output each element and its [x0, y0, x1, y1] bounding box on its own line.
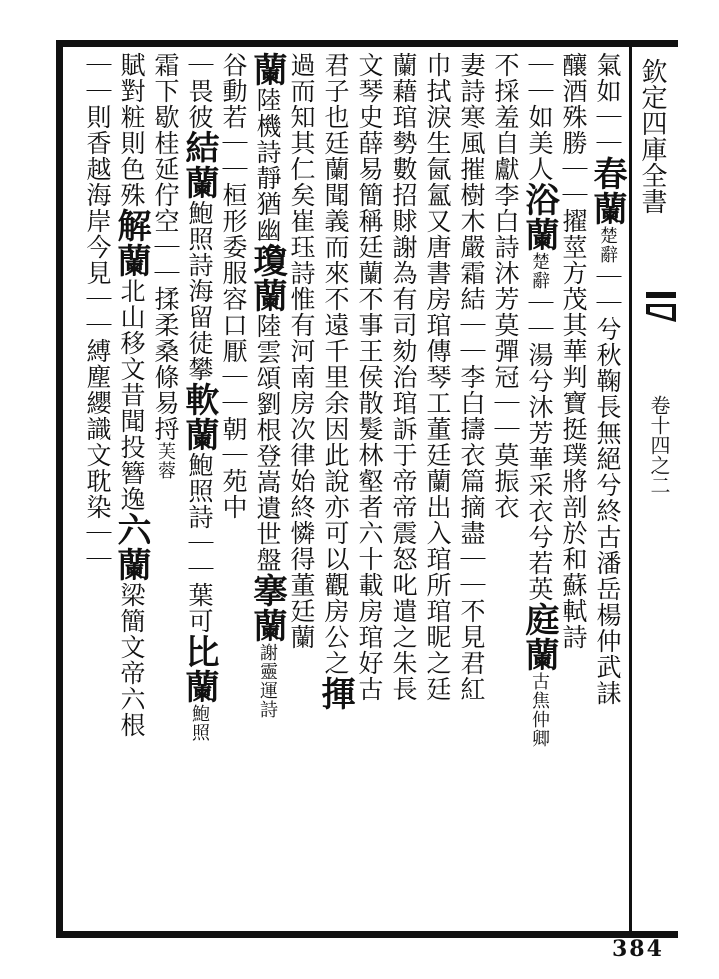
heading-term: 浴蘭	[519, 182, 559, 252]
fishtail-mark	[646, 292, 676, 332]
source-note: 楚辭	[597, 226, 618, 264]
heading-term: 蘭	[247, 52, 287, 87]
body-text: 賦對粧則色殊	[117, 52, 146, 208]
body-text: 過而知其仁矣崔珏詩惟有河南房次律始終憐得董廷蘭	[287, 52, 316, 650]
text-column	[284, 52, 318, 932]
body-text: 海岸今見｜｜縛塵纓	[83, 182, 112, 416]
source-note: 楚辭	[529, 252, 550, 290]
margin-title: 欽定四庫全書	[637, 58, 667, 214]
heading-term: 揮	[315, 676, 355, 711]
body-text: 氣如｜｜	[593, 52, 622, 156]
heading-term: 六蘭	[111, 512, 151, 582]
body-text: ｜｜如美人	[525, 52, 554, 182]
body-text: 桓形委服容口厭｜｜	[219, 182, 248, 416]
margin-juan: 卷十四之二	[647, 395, 671, 495]
text-column	[148, 52, 182, 932]
body-text: 陸機詩靜猶幽	[253, 87, 282, 243]
source-note: 古焦仲卿	[529, 672, 550, 748]
body-text: 妻詩寒風摧樹木嚴霜結｜｜李白擣衣篇摘盡｜｜不見君紅	[457, 52, 486, 702]
text-column	[247, 52, 287, 932]
body-text: 巾拭淚生氤氳又唐書房琯傳琴工董廷蘭出入琯所琯昵之廷	[423, 52, 452, 702]
text-column	[556, 52, 590, 932]
body-text: ｜｜擢莖方茂其華判寶挺璞將剖於和蘇軾詩	[559, 156, 588, 650]
heading-term: 結蘭	[179, 130, 219, 200]
text-column	[315, 52, 355, 932]
heading-term: 比蘭	[179, 634, 219, 704]
body-text: ｜｜兮秋鞠長無絕兮終古潘岳楊仲武誄	[593, 264, 622, 706]
text-column	[216, 52, 250, 932]
heading-term: 瓊蘭	[247, 243, 287, 313]
source-note: 芙蓉	[155, 442, 176, 480]
body-text: 文琴史薛易簡稱廷蘭不事王侯散髮林壑者六十載房琯好古	[355, 52, 384, 702]
heading-term: 春蘭	[587, 156, 627, 226]
text-column	[80, 52, 114, 932]
text-column	[488, 52, 522, 932]
body-text: 鮑照詩海留徒攀	[185, 200, 214, 382]
body-text: 陸雲頌劉根登嵩遺世盤	[253, 313, 282, 573]
body-text: 谷動若｜｜	[219, 52, 248, 182]
body-text: 梁簡文帝六根	[117, 582, 146, 738]
heading-term: 軟蘭	[179, 382, 219, 452]
body-text: 君子也廷蘭聞義而來不遠千里余因此說亦可以觀房公之	[321, 52, 350, 676]
text-column	[587, 52, 627, 932]
body-text: 鮑照詩｜｜葉可	[185, 452, 214, 634]
body-text: 朝｜苑中	[219, 416, 248, 520]
text-column	[519, 52, 559, 932]
body-text: 北山移文昔聞投簪逸	[117, 278, 146, 512]
text-column	[352, 52, 386, 932]
source-note: 謝靈運詩	[257, 643, 278, 719]
body-text: 霜下歇	[151, 52, 180, 130]
heading-term: 搴蘭	[247, 573, 287, 643]
body-text: ｜｜湯兮沐芳華采衣兮若英	[525, 290, 554, 602]
body-text: 釀酒殊勝	[559, 52, 588, 156]
body-text: ｜｜則香越	[83, 52, 112, 182]
text-column	[111, 52, 151, 932]
body-text: 揉柔桑條易捋	[151, 286, 180, 442]
body-text: 桂延佇空｜｜	[151, 130, 180, 286]
body-text: ｜畏彼	[185, 52, 214, 130]
text-column	[386, 52, 420, 932]
body-text: 不採羞自獻	[491, 52, 520, 182]
source-note: 鮑照	[189, 704, 210, 742]
body-text: 蘭藉琯勢數招賕謝為有司劾治琯訴于帝帝震怒叱遣之朱長	[389, 52, 418, 702]
heading-term: 解蘭	[111, 208, 151, 278]
page-number: 384	[612, 936, 664, 962]
text-column	[420, 52, 454, 932]
text-column	[454, 52, 488, 932]
body-text: 識文耽染｜｜	[83, 416, 112, 572]
text-column	[179, 52, 219, 932]
heading-term: 庭蘭	[519, 602, 559, 672]
body-text: 李白詩沐芳莫彈冠｜｜莫振衣	[491, 182, 520, 520]
